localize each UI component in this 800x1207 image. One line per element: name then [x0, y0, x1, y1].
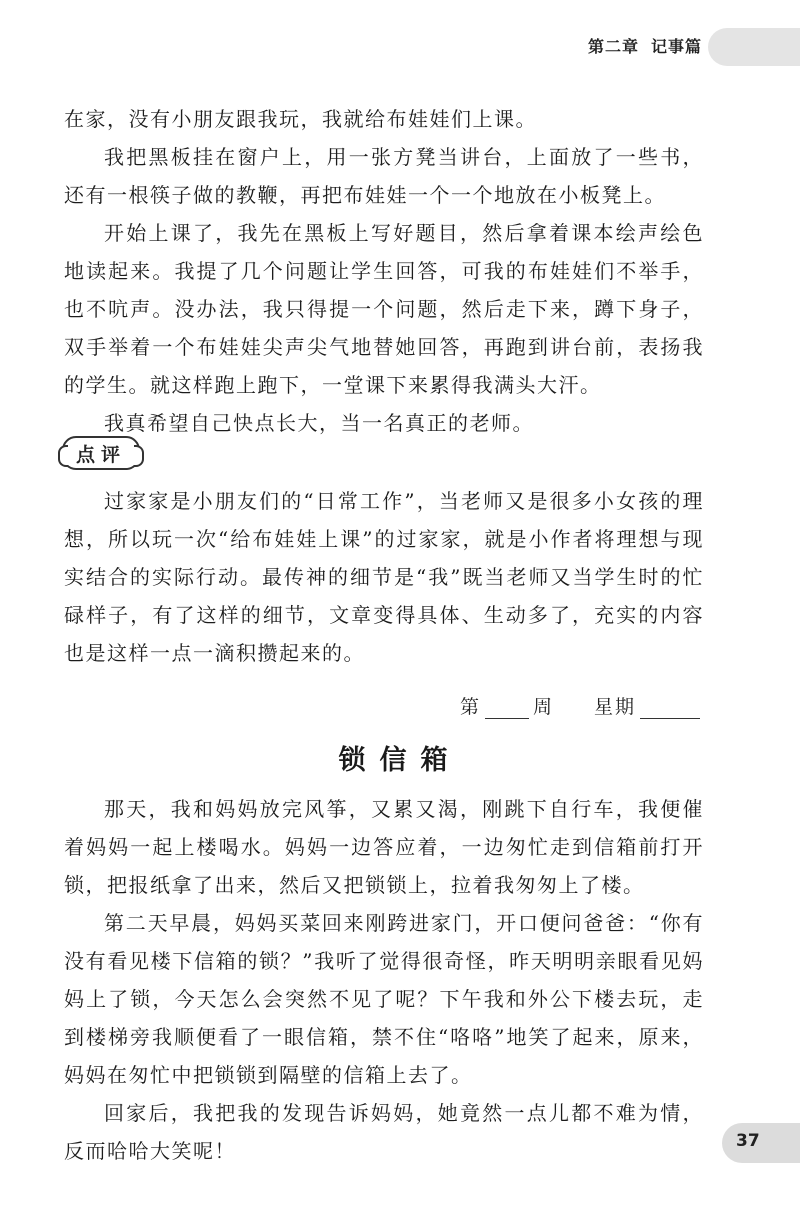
- week-word: 周: [532, 696, 554, 718]
- week-blank[interactable]: [485, 698, 529, 719]
- story-continuation: [64, 100, 704, 442]
- comment-body: [64, 482, 704, 672]
- paragraph: 开始上课了，我先在黑板上写好题目，然后拿着课本绘声绘色地读起来。我提了几个问题让学生回答，可我的布娃娃们不举手，也不吭声。没办法，我只得提一个问题，然后走下来，蹲下身子，双手举着一个布娃娃尖声尖气地替她回答，再跑到讲台前，表扬我的学生。就这样跑上跑下，一堂课下来累得我满头大汗。: [64, 221, 704, 397]
- comment-paragraph: 过家家是小朋友们的“日常工作”，当老师又是很多小女孩的理想，所以玩一次“给布娃娃上课”的过家家，就是小作者将理想与现实结合的实际行动。最传神的细节是“我”既当老师又当学生时的忙碌样子，有了这样的细节，文章变得具体、生动多了，充实的内容也是这样一点一滴积攒起来的。: [64, 489, 704, 665]
- section-label: 记事篇: [650, 37, 702, 56]
- paragraph: 回家后，我把我的发现告诉妈妈，她竟然一点儿都不难为情，反而哈哈大笑呢！: [64, 1101, 704, 1163]
- paragraph: 我把黑板挂在窗户上，用一张方凳当讲台，上面放了一些书，还有一根筷子做的教鞭，再把布娃娃一个一个地放在小板凳上。: [64, 145, 704, 207]
- day-blank[interactable]: [640, 698, 700, 719]
- paragraph: 那天，我和妈妈放完风筝，又累又渴，刚跳下自行车，我便催着妈妈一起上楼喝水。妈妈一边答应着，一边匆忙走到信箱前打开锁，把报纸拿了出来，然后又把锁锁上，拉着我匆匆上了楼。: [64, 797, 704, 897]
- header-tab: [708, 28, 800, 66]
- story-body: [64, 790, 704, 1170]
- chapter-label: 第二章: [587, 37, 639, 56]
- story-title: 锁信箱: [338, 745, 462, 776]
- running-header: [588, 34, 702, 57]
- comment-label: 点评: [62, 436, 140, 470]
- paragraph: 我真希望自己快点长大，当一名真正的老师。: [104, 411, 534, 435]
- week-date-line: [460, 692, 704, 719]
- day-word: 星期: [593, 696, 636, 718]
- paragraph: 在家，没有小朋友跟我玩，我就给布娃娃们上课。: [64, 107, 537, 131]
- page-number: 37: [736, 1131, 760, 1151]
- paragraph: 第二天早晨，妈妈买菜回来刚跨进家门，开口便问爸爸：“你有没有看见楼下信箱的锁？”我听了觉得很奇怪，昨天明明亲眼看见妈妈上了锁，今天怎么会突然不见了呢？下午我和外公下楼去玩，走到楼梯旁我顺便看了一眼信箱，禁不住“咯咯”地笑了起来，原来，妈妈在匆忙中把锁锁到隔壁的信箱上去了。: [64, 911, 704, 1087]
- week-prefix: 第: [459, 696, 481, 718]
- page-number-tab: [722, 1123, 800, 1163]
